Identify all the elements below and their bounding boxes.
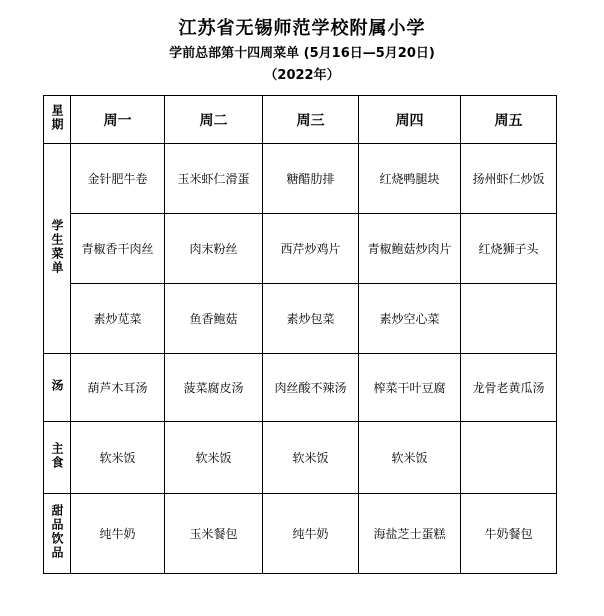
staple-label: 主食 <box>44 422 71 494</box>
student-dishes-label: 学生菜单 <box>44 144 71 354</box>
dish-cell: 青椒鲍菇炒肉片 <box>359 214 461 284</box>
staple-cell: 软米饭 <box>359 422 461 494</box>
table-row <box>44 144 557 214</box>
staple-cell: 软米饭 <box>71 422 165 494</box>
staple-cell: 软米饭 <box>263 422 359 494</box>
dish-cell: 青椒香干肉丝 <box>71 214 165 284</box>
dish-cell: 糖醋肋排 <box>263 144 359 214</box>
table-row <box>44 284 557 354</box>
soup-cell: 葫芦木耳汤 <box>71 354 165 422</box>
dish-cell: 红烧鸭腿块 <box>359 144 461 214</box>
day-header-wed: 周三 <box>263 96 359 144</box>
table-row <box>44 214 557 284</box>
dessert-row <box>44 494 557 574</box>
header-row <box>44 96 557 144</box>
soup-label: 汤 <box>44 354 71 422</box>
day-header-thu: 周四 <box>359 96 461 144</box>
dish-cell <box>461 284 557 354</box>
day-header-mon: 周一 <box>71 96 165 144</box>
dessert-cell: 玉米餐包 <box>165 494 263 574</box>
dish-cell: 红烧狮子头 <box>461 214 557 284</box>
dish-cell: 西芹炒鸡片 <box>263 214 359 284</box>
school-title: 江苏省无锡师范学校附属小学 <box>178 18 426 39</box>
day-header-fri: 周五 <box>461 96 557 144</box>
dish-cell: 素炒包菜 <box>263 284 359 354</box>
dessert-cell: 海盐芝士蛋糕 <box>359 494 461 574</box>
staple-cell <box>461 422 557 494</box>
soup-cell: 菠菜腐皮汤 <box>165 354 263 422</box>
soup-row <box>44 354 557 422</box>
soup-cell: 龙骨老黄瓜汤 <box>461 354 557 422</box>
dish-cell: 金针肥牛卷 <box>71 144 165 214</box>
day-header-tue: 周二 <box>165 96 263 144</box>
dish-cell: 素炒苋菜 <box>71 284 165 354</box>
menu-subtitle: 学前总部第十四周菜单 (5月16日—5月20日) <box>169 46 435 61</box>
staple-cell: 软米饭 <box>165 422 263 494</box>
dessert-cell: 牛奶餐包 <box>461 494 557 574</box>
dish-cell: 鱼香鲍菇 <box>165 284 263 354</box>
staple-row <box>44 422 557 494</box>
dessert-cell: 纯牛奶 <box>71 494 165 574</box>
soup-cell: 榨菜干叶豆腐 <box>359 354 461 422</box>
dish-cell: 扬州虾仁炒饭 <box>461 144 557 214</box>
dish-cell: 素炒空心菜 <box>359 284 461 354</box>
dish-cell: 肉末粉丝 <box>165 214 263 284</box>
weekly-menu-table <box>43 95 557 574</box>
dessert-label: 甜品饮品 <box>44 494 71 574</box>
dish-cell: 玉米虾仁滑蛋 <box>165 144 263 214</box>
soup-cell: 肉丝酸不辣汤 <box>263 354 359 422</box>
menu-year: （2022年） <box>264 68 340 83</box>
dessert-cell: 纯牛奶 <box>263 494 359 574</box>
weekday-corner-cell: 星期 <box>44 96 71 144</box>
